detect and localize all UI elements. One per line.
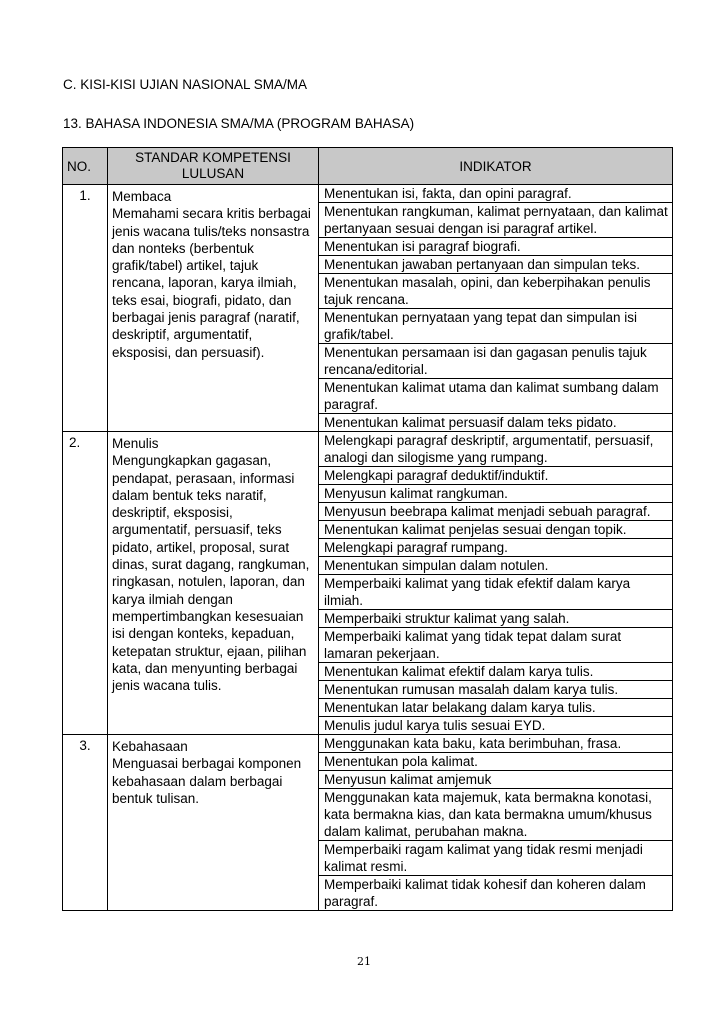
indicator-item: Menentukan rumusan masalah dalam karya tulis.	[319, 681, 672, 699]
indicator-item: Melengkapi paragraf rumpang.	[319, 539, 672, 557]
indicator-item: Menggunakan kata baku, kata berimbuhan, frasa.	[319, 735, 672, 753]
standar-kompetensi-cell	[108, 735, 319, 911]
indicator-item: Menentukan persamaan isi dan gagasan penulis tajuk rencana/editorial.	[319, 344, 672, 379]
indicator-item: Menentukan isi, fakta, dan opini paragraf.	[319, 185, 672, 203]
kisi-kisi-table	[62, 147, 673, 911]
page-number: 21	[357, 955, 371, 968]
competency-description: Memahami secara kritis berbagai jenis wacana tulis/teks nonsastra dan nonteks (berbentuk grafik/tabel) artikel, tajuk rencana, laporan, karya ilmiah, teks esai, biografi, pidato, dan berbagai jenis paragraf (naratif, deskriptif, argumentatif, eksposisi, dan persuasif).	[112, 206, 311, 360]
header-indikator: INDIKATOR	[319, 148, 673, 185]
indikator-cell	[319, 185, 673, 432]
table-row	[63, 735, 673, 911]
indicator-item: Menentukan kalimat persuasif dalam teks pidato.	[324, 415, 617, 430]
competency-title: Membaca	[112, 189, 172, 204]
indicator-item: Menentukan jawaban pertanyaan dan simpulan teks.	[319, 256, 672, 274]
indicator-item: Menentukan masalah, opini, dan keberpihakan penulis tajuk rencana.	[319, 274, 672, 309]
indicator-item: Memperbaiki kalimat yang tidak efektif dalam karya ilmiah.	[319, 575, 672, 610]
competency-title: Kebahasaan	[112, 739, 188, 754]
subject-heading: 13. BAHASA INDONESIA SMA/MA (PROGRAM BAHASA)	[63, 116, 415, 131]
row-number: 2.	[63, 432, 108, 735]
indicator-item: Menulis judul karya tulis sesuai EYD.	[324, 718, 546, 733]
indicator-item: Memperbaiki struktur kalimat yang salah.	[319, 610, 672, 628]
header-standar-kompetensi: STANDAR KOMPETENSI LULUSAN	[108, 148, 319, 185]
indicator-item: Memperbaiki kalimat yang tidak tepat dalam surat lamaran pekerjaan.	[319, 628, 672, 663]
indicator-item: Menyusun kalimat rangkuman.	[319, 485, 672, 503]
standar-kompetensi-cell	[108, 432, 319, 735]
indicator-item: Melengkapi paragraf deskriptif, argumentatif, persuasif, analogi dan silogisme yang rumpang.	[319, 432, 672, 467]
indicator-item: Menentukan kalimat utama dan kalimat sumbang dalam paragraf.	[319, 379, 672, 414]
indicator-item: Menentukan simpulan dalam notulen.	[319, 557, 672, 575]
indicator-item: Menentukan rangkuman, kalimat pernyataan, dan kalimat pertanyaan sesuai dengan isi paragraf artikel.	[319, 203, 672, 238]
competency-description: Menguasai berbagai komponen kebahasaan dalam berbagai bentuk tulisan.	[112, 756, 302, 806]
row-number: 1.	[63, 185, 108, 432]
indicator-item: Menentukan isi paragraf biografi.	[319, 238, 672, 256]
row-number: 3.	[63, 735, 108, 911]
indicator-item: Menggunakan kata majemuk, kata bermakna konotasi, kata bermakna kias, dan kata bermakna umum/khusus dalam kalimat, perubahan makna.	[319, 789, 672, 841]
standar-kompetensi-cell	[108, 185, 319, 432]
indicator-item: Menyusun kalimat amjemuk	[319, 771, 672, 789]
table-row	[63, 432, 673, 735]
table-header-row	[63, 148, 673, 185]
section-heading: C. KISI-KISI UJIAN NASIONAL SMA/MA	[63, 77, 308, 92]
header-no: NO.	[63, 148, 108, 185]
table-row	[63, 185, 673, 432]
competency-description: Mengungkapkan gagasan, pendapat, perasaan, informasi dalam bentuk teks naratif, deskriptif, eksposisi, argumentatif, persuasif, teks pidato, artikel, proposal, surat dinas, surat dagang, rangkuman, ringkasan, notulen, laporan, dan karya ilmiah dengan mempertimbangkan kesesuaian isi dengan konteks, kepaduan, ketepatan struktur, ejaan, pilihan kata, dan menyunting berbagai jenis wacana tulis.	[112, 453, 310, 694]
indicator-item: Menentukan kalimat penjelas sesuai dengan topik.	[319, 521, 672, 539]
indicator-item: Menentukan latar belakang dalam karya tulis.	[319, 699, 672, 717]
indikator-cell	[319, 432, 673, 735]
indicator-item: Menentukan kalimat efektif dalam karya tulis.	[319, 663, 672, 681]
indicator-item: Memperbaiki kalimat tidak kohesif dan koheren dalam paragraf.	[324, 877, 646, 909]
competency-title: Menulis	[112, 436, 159, 451]
indicator-item: Melengkapi paragraf deduktif/induktif.	[319, 467, 672, 485]
indicator-item: Menentukan pernyataan yang tepat dan simpulan isi grafik/tabel.	[319, 309, 672, 344]
indicator-item: Memperbaiki ragam kalimat yang tidak resmi menjadi kalimat resmi.	[319, 841, 672, 876]
indicator-item: Menyusun beebrapa kalimat menjadi sebuah paragraf.	[319, 503, 672, 521]
indicator-item: Menentukan pola kalimat.	[319, 753, 672, 771]
indikator-cell	[319, 735, 673, 911]
